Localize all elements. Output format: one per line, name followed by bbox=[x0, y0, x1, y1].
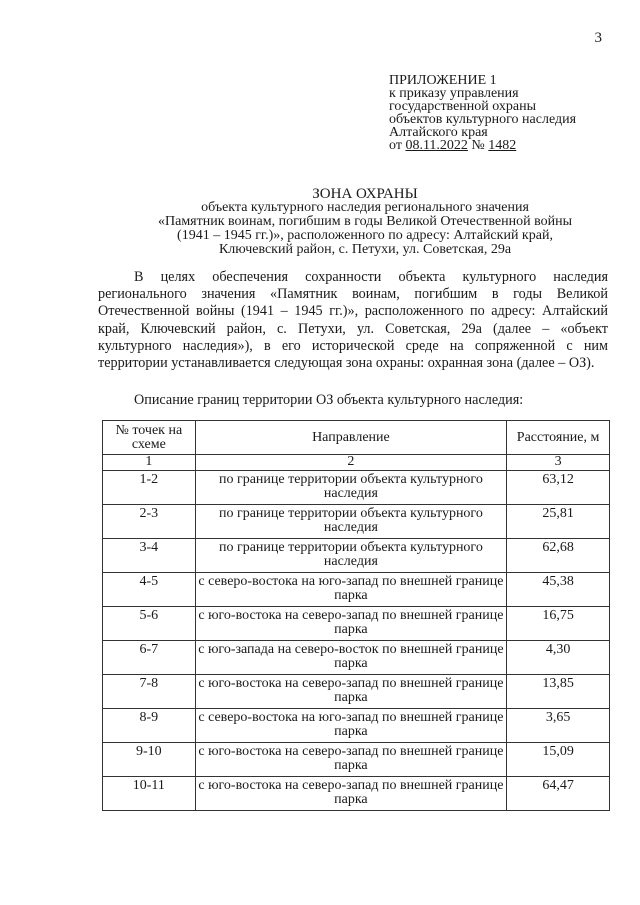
cell-points: 2-3 bbox=[103, 505, 196, 539]
paragraph-text: В целях обеспечения сохранности объекта культурного наследия регионального значения «Памятник воинам, погибшим в годы Великой Отечественной войны (1941 – 1945 гг.)», расположенного по адресу: Алтайский край, Ключевский район, с. Петухи, ул. Советская, 29а (далее – «объект культурного наследия»), в его исторической среде на сопряженной с ним территории устанавливается следующая зона охраны: охранная зона (далее – ОЗ). bbox=[98, 269, 608, 372]
cell-distance: 63,12 bbox=[507, 471, 610, 505]
title-heading: ЗОНА ОХРАНЫ bbox=[312, 186, 418, 202]
boundary-table bbox=[102, 420, 610, 811]
cell-points: 8-9 bbox=[103, 709, 196, 743]
table-row bbox=[103, 777, 610, 811]
column-number: 2 bbox=[195, 455, 507, 471]
cell-direction: с юго-востока на северо-запад по внешней границе парка bbox=[195, 777, 507, 811]
cell-points: 5-6 bbox=[103, 607, 196, 641]
header-distance: Расстояние, м bbox=[507, 421, 610, 455]
cell-points: 4-5 bbox=[103, 573, 196, 607]
table-row bbox=[103, 641, 610, 675]
order-date: 08.11.2022 bbox=[405, 138, 468, 153]
number-prefix: № bbox=[471, 138, 485, 153]
cell-distance: 25,81 bbox=[507, 505, 610, 539]
appendix-date-line bbox=[389, 139, 576, 152]
table-row bbox=[103, 573, 610, 607]
title-line: (1941 – 1945 гг.)», расположенного по адресу: Алтайский край, bbox=[177, 228, 553, 243]
column-number: 1 bbox=[103, 455, 196, 471]
table-caption: Описание границ территории ОЗ объекта культурного наследия: bbox=[134, 392, 524, 408]
appendix-line: к приказу управления bbox=[389, 86, 519, 101]
cell-distance: 4,30 bbox=[507, 641, 610, 675]
cell-distance: 16,75 bbox=[507, 607, 610, 641]
cell-direction: с юго-востока на северо-запад по внешней границе парка bbox=[195, 675, 507, 709]
cell-direction: по границе территории объекта культурного наследия bbox=[195, 539, 507, 573]
title-line: «Памятник воинам, погибшим в годы Великой Отечественной войны bbox=[158, 214, 572, 229]
cell-points: 3-4 bbox=[103, 539, 196, 573]
cell-points: 1-2 bbox=[103, 471, 196, 505]
document-title bbox=[90, 187, 640, 257]
cell-direction: с северо-востока на юго-запад по внешней границе парка bbox=[195, 709, 507, 743]
cell-distance: 13,85 bbox=[507, 675, 610, 709]
title-line: Ключевский район, с. Петухи, ул. Советская, 29а bbox=[218, 242, 512, 257]
table-row bbox=[103, 539, 610, 573]
appendix-line: Алтайского края bbox=[389, 125, 488, 140]
cell-direction: с юго-запада на северо-восток по внешней границе парка bbox=[195, 641, 507, 675]
appendix-title: ПРИЛОЖЕНИЕ 1 bbox=[389, 73, 497, 88]
cell-direction: по границе территории объекта культурного наследия bbox=[195, 471, 507, 505]
cell-direction: с северо-востока на юго-запад по внешней границе парка bbox=[195, 573, 507, 607]
table-row bbox=[103, 709, 610, 743]
cell-points: 9-10 bbox=[103, 743, 196, 777]
column-number: 3 bbox=[507, 455, 610, 471]
title-line: объекта культурного наследия регионального значения bbox=[201, 200, 529, 215]
page-number: 3 bbox=[594, 30, 602, 46]
column-number-row bbox=[103, 455, 610, 471]
from-prefix: от bbox=[389, 138, 402, 153]
body-paragraph bbox=[98, 269, 608, 372]
order-number: 1482 bbox=[488, 138, 517, 153]
cell-distance: 64,47 bbox=[507, 777, 610, 811]
cell-direction: с юго-востока на северо-запад по внешней границе парка bbox=[195, 743, 507, 777]
cell-distance: 3,65 bbox=[507, 709, 610, 743]
table-row bbox=[103, 675, 610, 709]
cell-distance: 62,68 bbox=[507, 539, 610, 573]
cell-distance: 15,09 bbox=[507, 743, 610, 777]
table-row bbox=[103, 471, 610, 505]
cell-distance: 45,38 bbox=[507, 573, 610, 607]
table-header-row bbox=[103, 421, 610, 455]
cell-points: 7-8 bbox=[103, 675, 196, 709]
cell-direction: с юго-востока на северо-запад по внешней границе парка bbox=[195, 607, 507, 641]
table-row bbox=[103, 607, 610, 641]
cell-direction: по границе территории объекта культурного наследия bbox=[195, 505, 507, 539]
table-row bbox=[103, 505, 610, 539]
table-row bbox=[103, 743, 610, 777]
appendix-line: объектов культурного наследия bbox=[389, 112, 577, 127]
cell-points: 10-11 bbox=[103, 777, 196, 811]
header-direction: Направление bbox=[195, 421, 507, 455]
appendix-block bbox=[389, 74, 576, 152]
appendix-line: государственной охраны bbox=[389, 99, 537, 114]
header-points: № точек на схеме bbox=[103, 421, 196, 455]
cell-points: 6-7 bbox=[103, 641, 196, 675]
